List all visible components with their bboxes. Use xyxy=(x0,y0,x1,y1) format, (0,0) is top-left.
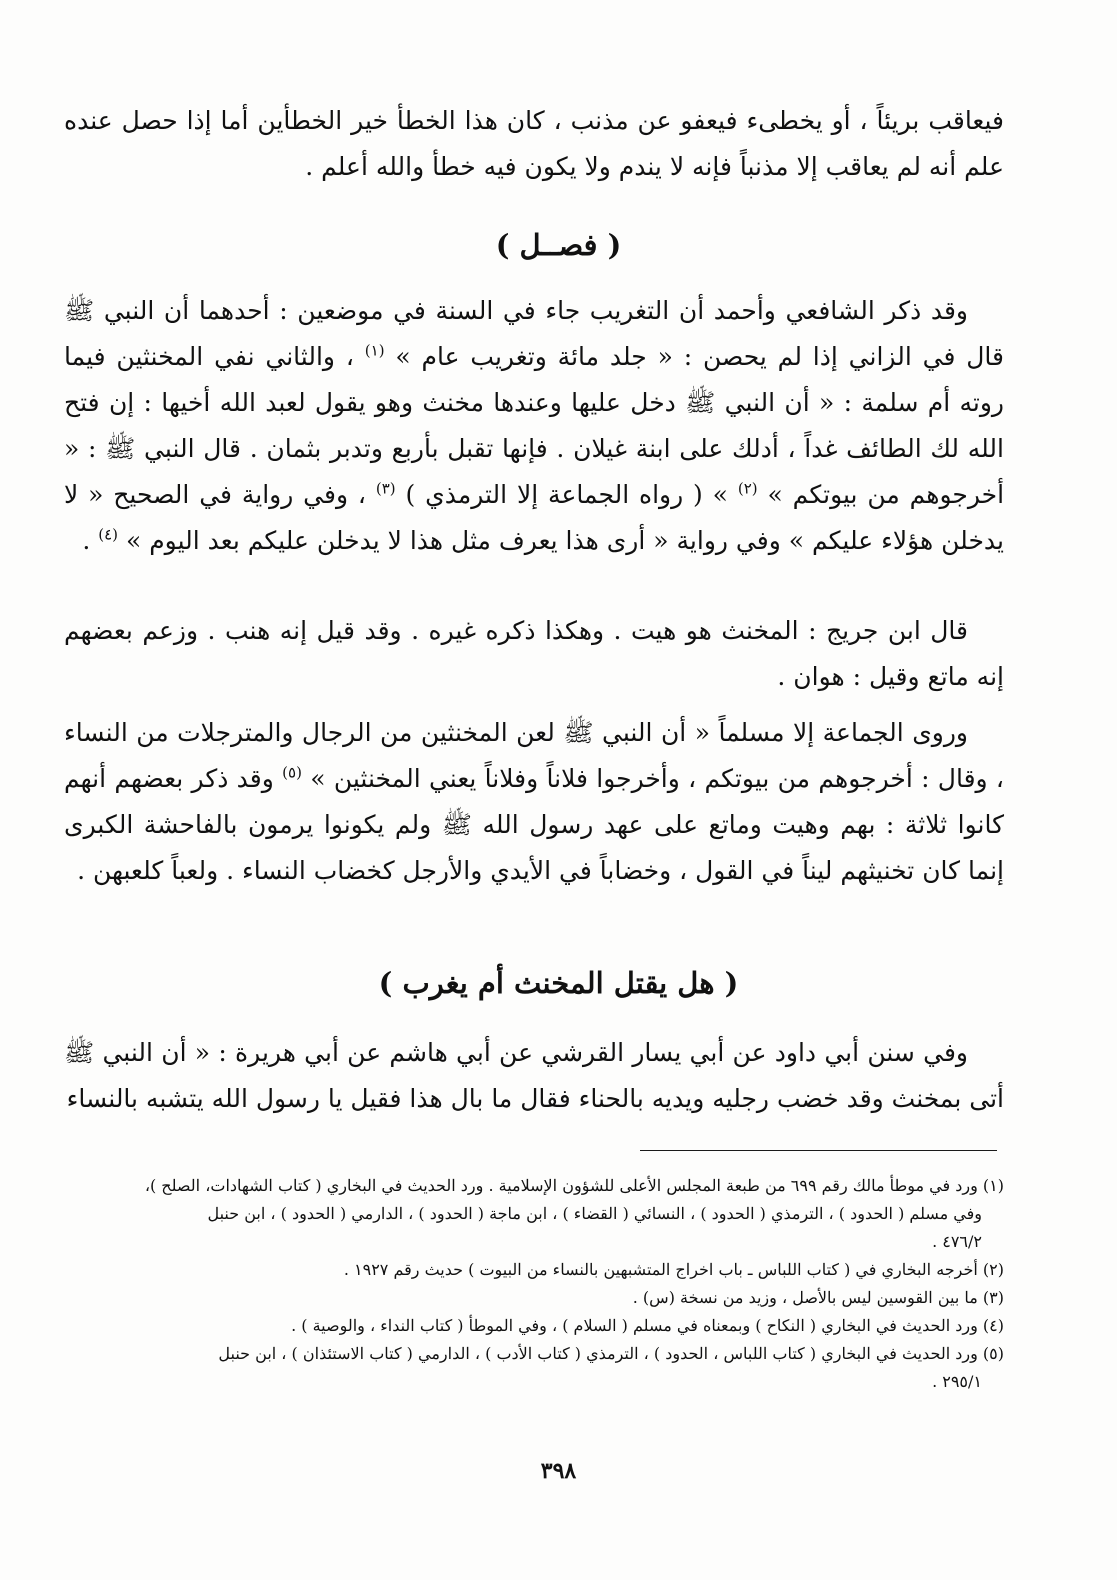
footnote-5 xyxy=(64,1340,1004,1396)
paragraph-5-block xyxy=(64,1030,1004,1122)
footnote-1-line-3: ٤٧٦/٢ . xyxy=(932,1232,982,1251)
paragraph-2-part-d: ، وفي رواية في الصحيح « لا يدخلن هؤلاء عليكم » وفي رواية « أرى هذا يعرف مثل هذا لا يدخلن عليكم بعد اليوم » xyxy=(64,480,1004,555)
footnote-ref-1[interactable]: (١) xyxy=(364,341,385,360)
section-heading-fasl: ( فصــل ) xyxy=(495,228,622,262)
section-heading-mukhannath: ( هل يقتل المخنث أم يغرب ) xyxy=(378,966,739,1000)
footnote-5-line-2: ٢٩٥/١ . xyxy=(932,1372,982,1391)
footnote-1-line-2: وفي مسلم ( الحدود ) ، الترمذي ( الحدود ) ، النسائي ( القضاء ) ، ابن ماجة ( الحدود ) ، الدارمي ( الحدود ) ، ابن حنبل xyxy=(207,1204,982,1223)
paragraph-2-part-e: . xyxy=(82,526,91,555)
paragraph-4-part-a: وروى الجماعة إلا مسلماً « أن النبي ﷺ لعن المخنثين من الرجال والمترجلات من النساء ، وقال : أخرجوهم من بيوتكم ، وأخرجوا فلاناً وفلاناً يعني المخنثين » xyxy=(64,718,1004,793)
paragraph-4-part-b: وقد ذكر بعضهم أنهم كانوا ثلاثة : بهم وهيت وماتع على عهد رسول الله ﷺ ولم يكونوا يرمون بالفاحشة الكبرى إنما كان تخنيثهم ليناً في القول ، وخضاباً في الأيدي والأرجل كخضاب النساء . ولعباً كلعبهن . xyxy=(64,764,1004,885)
paragraph-1: فيعاقب بريئاً ، أو يخطىء فيعفو عن مذنب ، كان هذا الخطأ خير الخطأين أما إذا حصل عنده علم أنه لم يعاقب إلا مذنباً فإنه لا يندم ولا يكون فيه خطأ والله أعلم . xyxy=(64,106,1004,181)
footnote-1 xyxy=(64,1172,1004,1256)
paragraph-1-block xyxy=(64,98,1004,190)
paragraph-2 xyxy=(64,288,1004,564)
footnote-4: (٤) ورد الحديث في البخاري ( النكاح ) وبمعناه في مسلم ( السلام ) ، وفي الموطأ ( كتاب النداء ، والوصية ) . xyxy=(291,1316,1004,1335)
footnote-ref-4[interactable]: (٤) xyxy=(98,525,118,544)
paragraph-2-part-b: ، والثاني نفي المخنثين فيما روته أم سلمة : « أن النبي ﷺ دخل عليها وعندها مخنث وهو يقول لعبد الله أخيها : إن فتح الله لك الطائف غداً ، أدلك على ابنة غيلان . فإنها تقبل بأربع وتدبر بثمان . قال النبي ﷺ : « أخرجوهم من بيوتكم » xyxy=(64,342,1005,509)
paragraph-4 xyxy=(64,710,1004,894)
paragraph-2-block xyxy=(64,288,1004,564)
paragraph-2-part-c: » ( رواه الجماعة إلا الترمذي ) xyxy=(405,480,728,509)
paragraph-5: وفي سنن أبي داود عن أبي يسار القرشي عن أبي هاشم عن أبي هريرة : « أن النبي ﷺ أتى بمخنث وقد خضب رجليه ويديه بالحناء فقال ما بال هذا فقيل يا رسول الله يتشبه بالنساء xyxy=(64,1038,1004,1113)
footnote-5-line-1: (٥) ورد الحديث في البخاري ( كتاب اللباس ، الحدود ) ، الترمذي ( كتاب الأدب ) ، الدارمي ( كتاب الاستئذان ) ، ابن حنبل xyxy=(218,1344,1004,1363)
page-number: ٣٩٨ xyxy=(540,1458,577,1484)
paragraph-3-block xyxy=(64,608,1004,700)
footnote-3: (٣) ما بين القوسين ليس بالأصل ، وزيد من نسخة (س) . xyxy=(632,1288,1004,1307)
footnote-separator xyxy=(640,1150,997,1151)
paragraph-2-part-a: وقد ذكر الشافعي وأحمد أن التغريب جاء في السنة في موضعين : أحدهما أن النبي ﷺ قال في الزاني إذا لم يحصن : « جلد مائة وتغريب عام » xyxy=(64,296,1004,371)
footnote-2: (٢) أخرجه البخاري في ( كتاب اللباس ـ باب اخراج المتشبهين بالنساء من البيوت ) حديث رقم ١٩٢٧ . xyxy=(343,1260,1004,1279)
paragraph-3: قال ابن جريج : المخنث هو هيت . وهكذا ذكره غيره . وقد قيل إنه هنب . وزعم بعضهم إنه ماتع وقيل : هوان . xyxy=(64,616,1004,691)
paragraph-4-block xyxy=(64,710,1004,894)
footnote-ref-5[interactable]: (٥) xyxy=(282,763,302,782)
footnotes-section xyxy=(64,1172,1004,1396)
footnote-ref-3[interactable]: (٣) xyxy=(375,479,396,498)
footnote-ref-2[interactable]: (٢) xyxy=(737,479,758,498)
footnote-1-line-1: (١) ورد في موطأ مالك رقم ٦٩٩ من طبعة المجلس الأعلى للشؤون الإسلامية . ورد الحديث في البخاري ( كتاب الشهادات، الصلح )، xyxy=(144,1176,1004,1195)
